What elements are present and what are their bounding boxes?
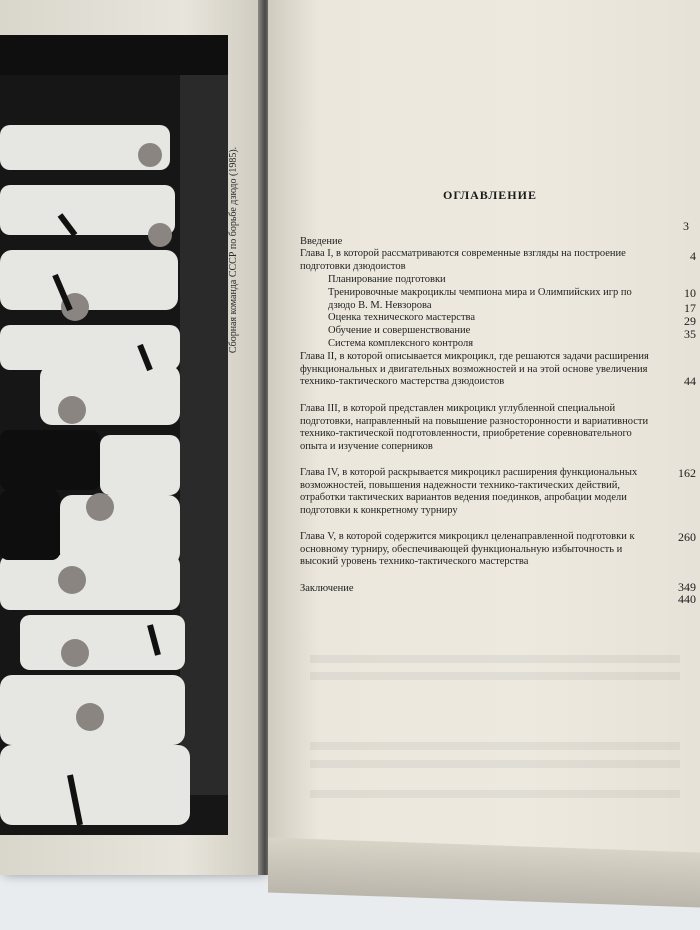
toc-entry-text: Глава V, в которой содержится микроцикл целенаправленной подготовки к основному турниру, обеспечивающей функциональную избыточность и высокий уровень технико-тактического мастерства: [300, 531, 635, 568]
table-of-contents: [300, 236, 696, 606]
team-photo-image: [0, 35, 228, 835]
bleed-through-text: [310, 672, 680, 680]
photo-caption: Сборная команда СССР по борьбе дзюдо (1985).: [228, 146, 239, 354]
toc-entry-text: Глава III, в которой представлен микроцикл углубленной специальной подготовки, направленный на повышение разносторонности и вариативности технико-тактической подготовленности, приобретение соревновательного опыта и изучение соперников: [300, 403, 649, 452]
page-number: 3: [683, 219, 689, 233]
toc-entry-text: Оценка технического мастерства: [328, 312, 476, 323]
toc-entry-page: 260: [678, 530, 696, 544]
toc-entry-page: 44: [684, 374, 696, 388]
toc-entry-text: Тренировочные макроциклы чемпиона мира и Олимпийских игр по дзюдо В. М. Невзорова: [328, 287, 632, 311]
toc-entry: [300, 301, 696, 325]
toc-entry: [300, 580, 696, 606]
toc-entry: [300, 248, 696, 274]
toc-entry-text: Глава IV, в которой раскрывается микроцикл расширения функциональных возможностей, повышения надежности технико-тактических действий, отработки тактических вариантов ведения поединков, апробации модели подготовки к конкретному турниру: [300, 467, 638, 516]
bleed-through-text: [310, 655, 680, 663]
toc-entry-text: Обучение и совершенствование: [328, 325, 471, 336]
toc-entry: [300, 351, 696, 403]
toc-entry-text: Планирование подготовки: [328, 274, 446, 285]
bleed-through-text: [310, 742, 680, 750]
toc-entry-page: 10: [684, 286, 696, 300]
bleed-through-text: [310, 760, 680, 768]
bleed-through-text: [310, 790, 680, 798]
toc-entry-page: 349: [678, 580, 696, 594]
toc-entry-page: 29: [684, 314, 696, 328]
toc-entry-text: Глава II, в которой описывается микроцикл, где решаются задачи расширения функциональных и двигательных возможностей и на этой основе увеличения технико-тактического мастерства дзюдоистов: [300, 351, 649, 388]
toc-entry-page: 162: [678, 466, 696, 480]
page-title: ОГЛАВЛЕНИЕ: [443, 188, 537, 202]
toc-entry-text: Глава I, в которой рассматриваются современные взгляды на построение подготовки дзюдоистов: [300, 248, 626, 272]
left-page: [0, 0, 262, 875]
toc-entry-page: 17: [684, 301, 696, 315]
toc-entry-text: Заключение: [300, 583, 354, 594]
toc-entry-page: 440: [678, 592, 696, 606]
toc-entry: [300, 403, 696, 480]
toc-entry-page: 4: [690, 249, 696, 263]
toc-entry: [300, 274, 696, 287]
toc-entry-text: Введение: [300, 236, 343, 247]
toc-entry: [300, 236, 696, 248]
toc-entry: [300, 467, 696, 544]
team-photo: [0, 35, 228, 835]
toc-entry-page: 35: [684, 327, 696, 341]
toc-entry: [300, 287, 696, 312]
toc-entry-text: Система комплексного контроля: [328, 338, 474, 349]
